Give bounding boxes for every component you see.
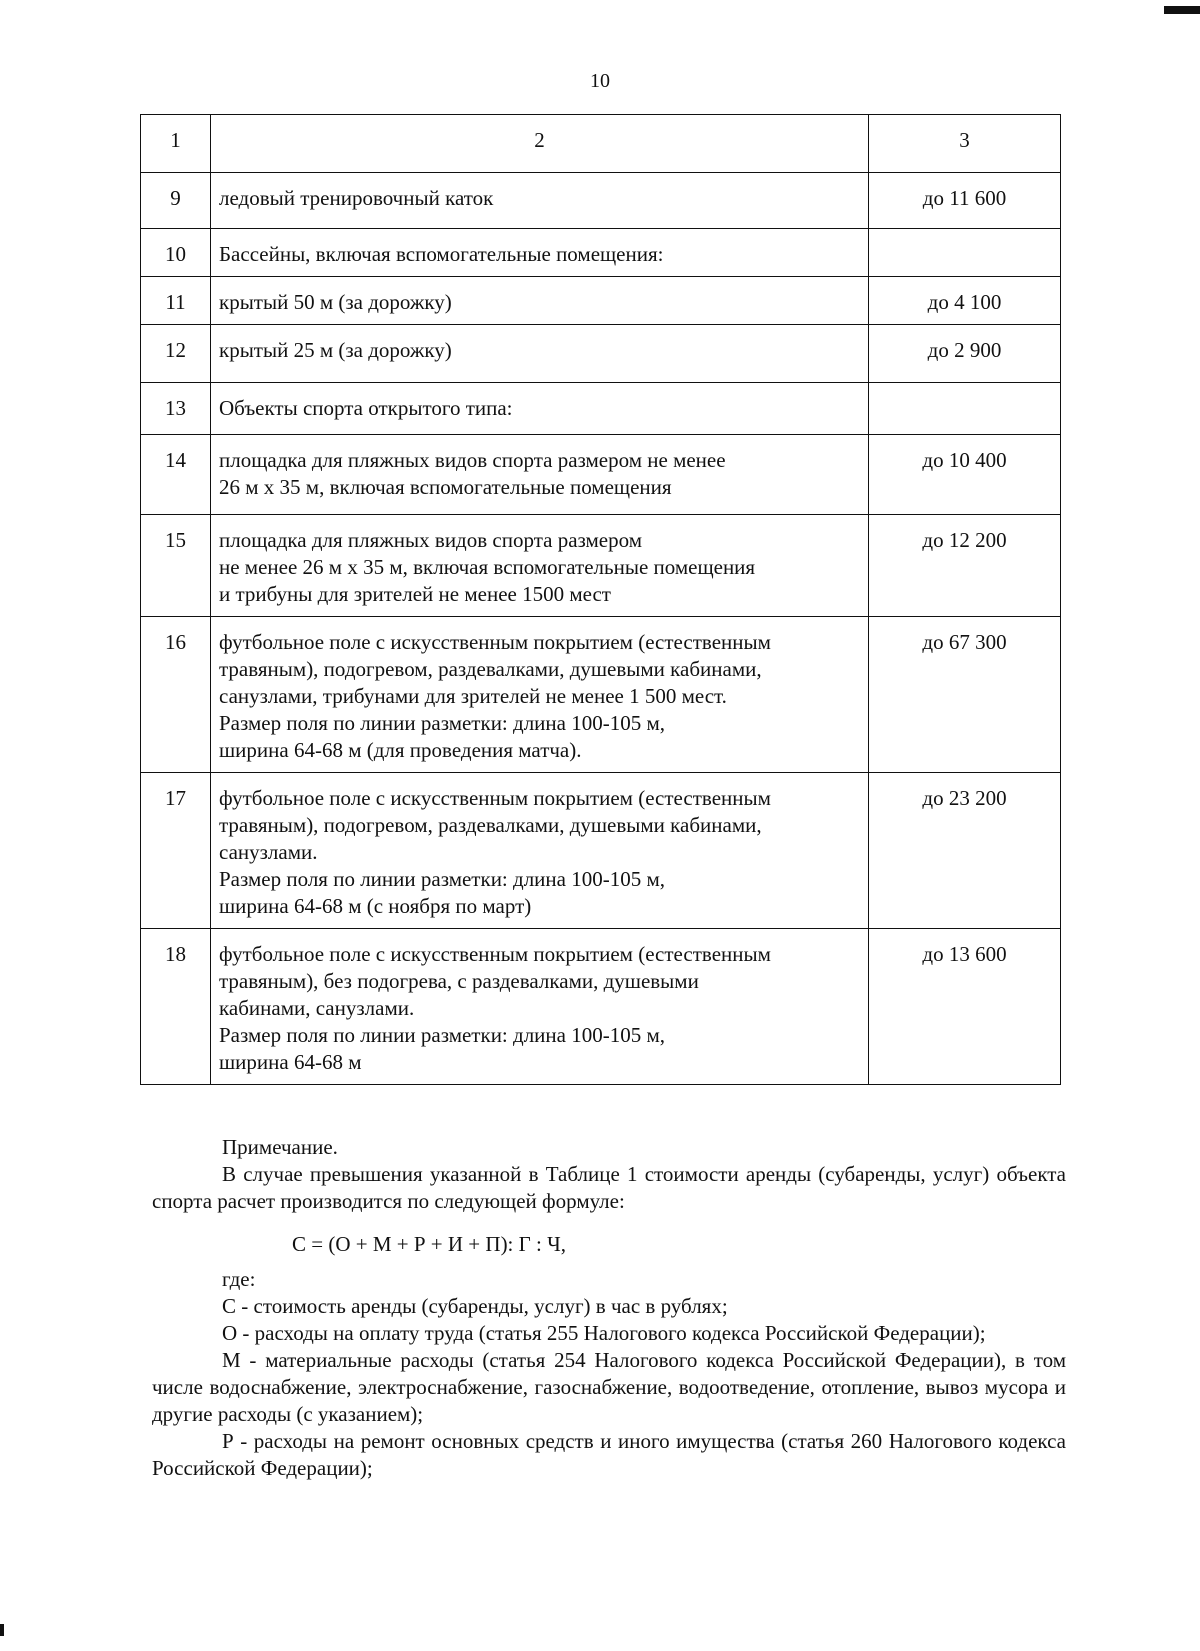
- row-number: 17: [141, 773, 211, 929]
- row-description: [211, 435, 869, 515]
- description-line: 26 м х 35 м, включая вспомогательные помещения: [219, 475, 672, 499]
- description-line: футбольное поле с искусственным покрытием (естественным: [219, 630, 771, 654]
- table-row: [141, 173, 1061, 229]
- scan-edge-mark: [0, 1624, 4, 1636]
- description-line: ширина 64-68 м: [219, 1050, 362, 1074]
- description-line: Объекты спорта открытого типа:: [219, 396, 513, 420]
- description-line: травяным), без подогрева, с раздевалками, душевыми: [219, 969, 699, 993]
- table-body: [141, 115, 1061, 1085]
- description-line: крытый 50 м (за дорожку): [219, 290, 452, 314]
- table-row: [141, 229, 1061, 277]
- table-row: [141, 515, 1061, 617]
- row-description: [211, 929, 869, 1085]
- description-line: и трибуны для зрителей не менее 1500 мест: [219, 582, 611, 606]
- row-number: 18: [141, 929, 211, 1085]
- note-section: [152, 1134, 1066, 1482]
- definition-item: М - материальные расходы (статья 254 Налогового кодекса Российской Федерации), в том числе водоснабжение, электроснабжение, газоснабжение, водоотведение, отопление, вывоз мусора и другие расходы (с указанием);: [152, 1348, 1066, 1426]
- row-number: 12: [141, 325, 211, 383]
- page-number: 10: [590, 70, 610, 92]
- rates-table: [140, 114, 1061, 1085]
- table-row: [141, 325, 1061, 383]
- header-cell-3: 3: [869, 115, 1061, 173]
- formula: С = (О + М + Р + И + П): Г : Ч,: [292, 1232, 567, 1256]
- description-line: Размер поля по линии разметки: длина 100-105 м,: [219, 867, 666, 891]
- description-line: крытый 25 м (за дорожку): [219, 338, 452, 362]
- table-row: [141, 617, 1061, 773]
- description-line: не менее 26 м х 35 м, включая вспомогательные помещения: [219, 555, 756, 579]
- row-number: 11: [141, 277, 211, 325]
- row-number: 13: [141, 383, 211, 435]
- table-row: [141, 773, 1061, 929]
- row-description: [211, 383, 869, 435]
- table-row: [141, 435, 1061, 515]
- row-price: до 10 400: [869, 435, 1061, 515]
- description-line: санузлами, трибунами для зрителей не менее 1 500 мест.: [219, 684, 727, 708]
- row-description: [211, 515, 869, 617]
- table-row: [141, 383, 1061, 435]
- description-line: Размер поля по линии разметки: длина 100-105 м,: [219, 1023, 666, 1047]
- row-price: до 13 600: [869, 929, 1061, 1085]
- row-number: 16: [141, 617, 211, 773]
- description-line: футбольное поле с искусственным покрытием (естественным: [219, 942, 771, 966]
- row-price: [869, 229, 1061, 277]
- scan-corner-mark: [1164, 6, 1200, 14]
- description-line: футбольное поле с искусственным покрытием (естественным: [219, 786, 771, 810]
- note-title: Примечание.: [222, 1135, 338, 1159]
- note-where: где:: [222, 1267, 256, 1291]
- definition-item: Р - расходы на ремонт основных средств и иного имущества (статья 260 Налогового кодекса Российской Федерации);: [152, 1429, 1066, 1480]
- row-price: до 12 200: [869, 515, 1061, 617]
- definitions-list: [152, 1293, 1066, 1482]
- row-description: [211, 229, 869, 277]
- row-description: [211, 773, 869, 929]
- description-line: Размер поля по линии разметки: длина 100-105 м,: [219, 711, 666, 735]
- description-line: ледовый тренировочный каток: [219, 186, 494, 210]
- row-number: 15: [141, 515, 211, 617]
- header-cell-1: 1: [141, 115, 211, 173]
- row-description: [211, 277, 869, 325]
- description-line: травяным), подогревом, раздевалками, душевыми кабинами,: [219, 813, 762, 837]
- description-line: площадка для пляжных видов спорта размером не менее: [219, 448, 726, 472]
- row-description: [211, 617, 869, 773]
- description-line: ширина 64-68 м (для проведения матча).: [219, 738, 582, 762]
- row-number: 10: [141, 229, 211, 277]
- row-description: [211, 325, 869, 383]
- table-header-row: [141, 115, 1061, 173]
- row-description: [211, 173, 869, 229]
- description-line: площадка для пляжных видов спорта размером: [219, 528, 643, 552]
- definition-item: О - расходы на оплату труда (статья 255 Налогового кодекса Российской Федерации);: [222, 1321, 986, 1345]
- note-intro: В случае превышения указанной в Таблице 1 стоимости аренды (субаренды, услуг) объекта спорта расчет производится по следующей формуле:: [152, 1162, 1066, 1213]
- row-price: до 67 300: [869, 617, 1061, 773]
- row-price: до 23 200: [869, 773, 1061, 929]
- table-row: [141, 277, 1061, 325]
- row-price: до 4 100: [869, 277, 1061, 325]
- row-price: [869, 383, 1061, 435]
- description-line: санузлами.: [219, 840, 318, 864]
- table-row: [141, 929, 1061, 1085]
- definition-item: С - стоимость аренды (субаренды, услуг) в час в рублях;: [222, 1294, 728, 1318]
- row-price: до 2 900: [869, 325, 1061, 383]
- description-line: ширина 64-68 м (с ноября по март): [219, 894, 532, 918]
- header-cell-2: 2: [211, 115, 869, 173]
- row-number: 14: [141, 435, 211, 515]
- description-line: кабинами, санузлами.: [219, 996, 415, 1020]
- description-line: Бассейны, включая вспомогательные помещения:: [219, 242, 664, 266]
- row-price: до 11 600: [869, 173, 1061, 229]
- description-line: травяным), подогревом, раздевалками, душевыми кабинами,: [219, 657, 762, 681]
- row-number: 9: [141, 173, 211, 229]
